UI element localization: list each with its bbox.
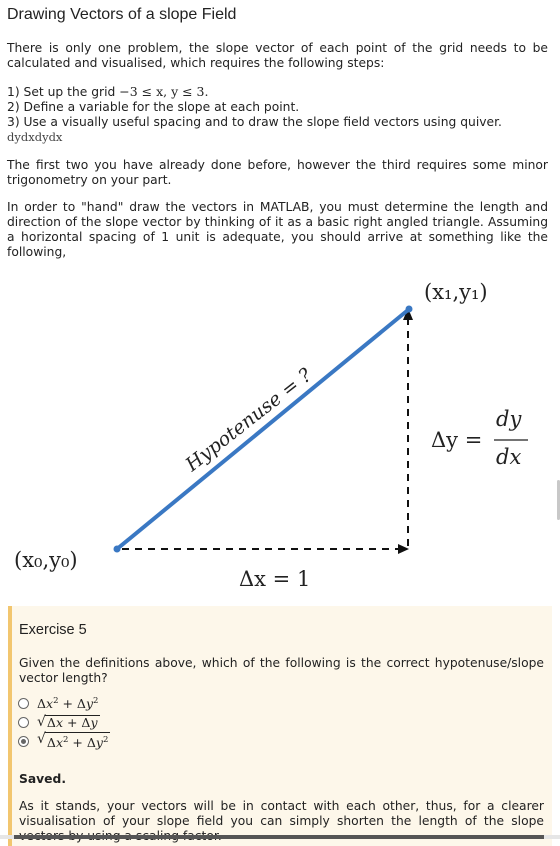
answer-options (18, 694, 110, 751)
dy-denominator: dx (496, 445, 522, 469)
option-1-text: $\Delta x^2 + \Delta y^2$ (37, 695, 99, 712)
steps-list (7, 84, 548, 145)
option-2[interactable] (18, 713, 110, 732)
saved-status: Saved. (19, 772, 66, 786)
exercise-title: Exercise 5 (19, 622, 87, 638)
dy-numerator: dy (496, 407, 522, 431)
point-p0 (114, 546, 121, 553)
step-2: 2) Define a variable for the slope at each point. (7, 100, 300, 114)
option-3-text: √ $\Delta x^2 + \Delta y^2$ (37, 731, 109, 751)
dy-label-left: Δy = (431, 428, 483, 452)
p0-label: (x₀,y₀) (14, 548, 78, 572)
option-1-radio[interactable] (18, 698, 29, 709)
step-1-text: 1) Set up the grid (7, 85, 120, 99)
step-3: 3) Use a visually useful spacing and to draw the slope field vectors using quiver. (7, 115, 502, 129)
followup-paragraph: As it stands, your vectors will be in contact with each other, thus, for a clearer visualisation of your slope field you can simply shorten the length of the slope (19, 799, 544, 828)
option-2-radio[interactable] (18, 717, 29, 728)
exercise-box (8, 606, 552, 846)
paragraph-3: In order to "hand" draw the vectors in MATLAB, you must determine the length and direction of the slope vector by thinking of it as a basic right angled triangle. Assuming a horizontal spacing of 1 unit is adequate, you should arrive at something like the following, (7, 200, 548, 259)
option-3-radio[interactable] (18, 736, 29, 747)
page-title: Drawing Vectors of a slope Field (7, 6, 237, 23)
option-1[interactable] (18, 694, 110, 713)
exercise-question: Given the definitions above, which of the following is the correct hypotenuse/slope vector length? (19, 656, 544, 685)
hypotenuse-label: Hypotenuse = ? (181, 364, 317, 476)
option-2-text: √ Δx + Δy (37, 714, 98, 730)
step-1-math: −3 ≤ x, y ≤ 3. (119, 84, 209, 99)
hypotenuse-line (117, 310, 408, 549)
horizontal-scrollbar[interactable] (0, 835, 560, 839)
option-3[interactable] (18, 732, 110, 751)
intro-paragraph: There is only one problem, the slope vector of each point of the grid needs to be calculated and visualised, which requires the following steps: (7, 41, 548, 70)
paragraph-2: The first two you have already done before, however the third requires some minor trigonometry on your part. (7, 158, 548, 187)
step-3-tail: dydxdydx (7, 130, 63, 144)
dx-label: Δx = 1 (239, 567, 311, 591)
p1-label: (x₁,y₁) (424, 280, 488, 304)
point-p1 (406, 306, 413, 313)
step-1 (7, 84, 548, 100)
horizontal-scrollbar-thumb[interactable] (14, 835, 544, 839)
triangle-figure (0, 268, 560, 598)
